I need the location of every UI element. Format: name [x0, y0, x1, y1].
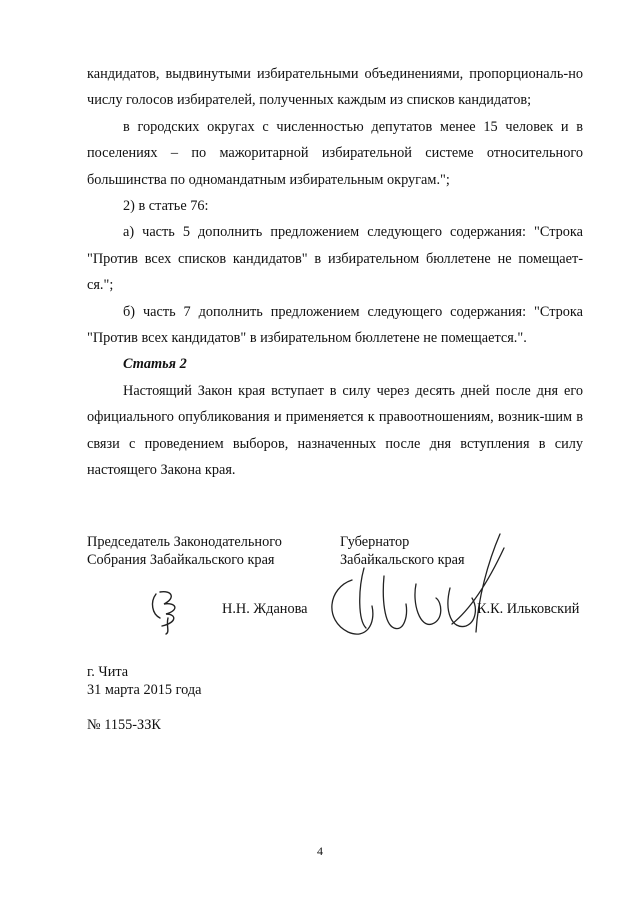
document-body [87, 61, 583, 484]
document-number: № 1155-ЗЗК [87, 717, 161, 733]
page-number: 4 [317, 844, 323, 858]
left-signatory-title [87, 533, 317, 569]
paragraph-article-76: 2) в статье 76: [123, 198, 209, 215]
article-heading: Статья 2 [123, 356, 187, 373]
paragraph-entry-into-force: Настоящий Закон края вступает в силу через десять дней после дня его официального опубликования и применяется к правоотношениям, возник-шим в связи с проведением выборов, назначенных после дня вступления в силу настоящего Закона края. [87, 382, 583, 479]
paragraph-part-5: а) часть 5 дополнить предложением следующего содержания: "Строка "Против всех списков кандидатов" в избирательном бюллетене не помещает-ся."; [87, 224, 583, 294]
date: 31 марта 2015 года [87, 682, 202, 698]
left-title-line: Собрания Забайкальского края [87, 552, 275, 568]
right-title-line: Забайкальского края [340, 552, 465, 568]
paragraph-part-7: б) часть 7 дополнить предложением следующего содержания: "Строка "Против всех кандидатов" в избирательном бюллетене не помещается.". [87, 303, 583, 347]
left-title-line: Председатель Законодательного [87, 534, 282, 550]
left-signatory-name: Н.Н. Жданова [222, 601, 308, 617]
right-signatory-title [340, 533, 570, 569]
left-handwritten-signature [146, 588, 186, 636]
right-title-line: Губернатор [340, 534, 410, 550]
right-signatory-name: К.К. Ильковский [477, 601, 580, 617]
paragraph-urban-districts: в городских округах с численностью депутатов менее 15 человек и в поселениях – по мажоритарной избирательной системе относительного большинства по одномандатным избирательным округам."; [87, 118, 583, 188]
place: г. Чита [87, 664, 129, 680]
place-and-date [87, 663, 202, 699]
paragraph-continuation: кандидатов, выдвинутыми избирательными объединениями, пропорциональ-но числу голосов избирателей, полученных каждым из списков кандидатов; [87, 66, 583, 109]
